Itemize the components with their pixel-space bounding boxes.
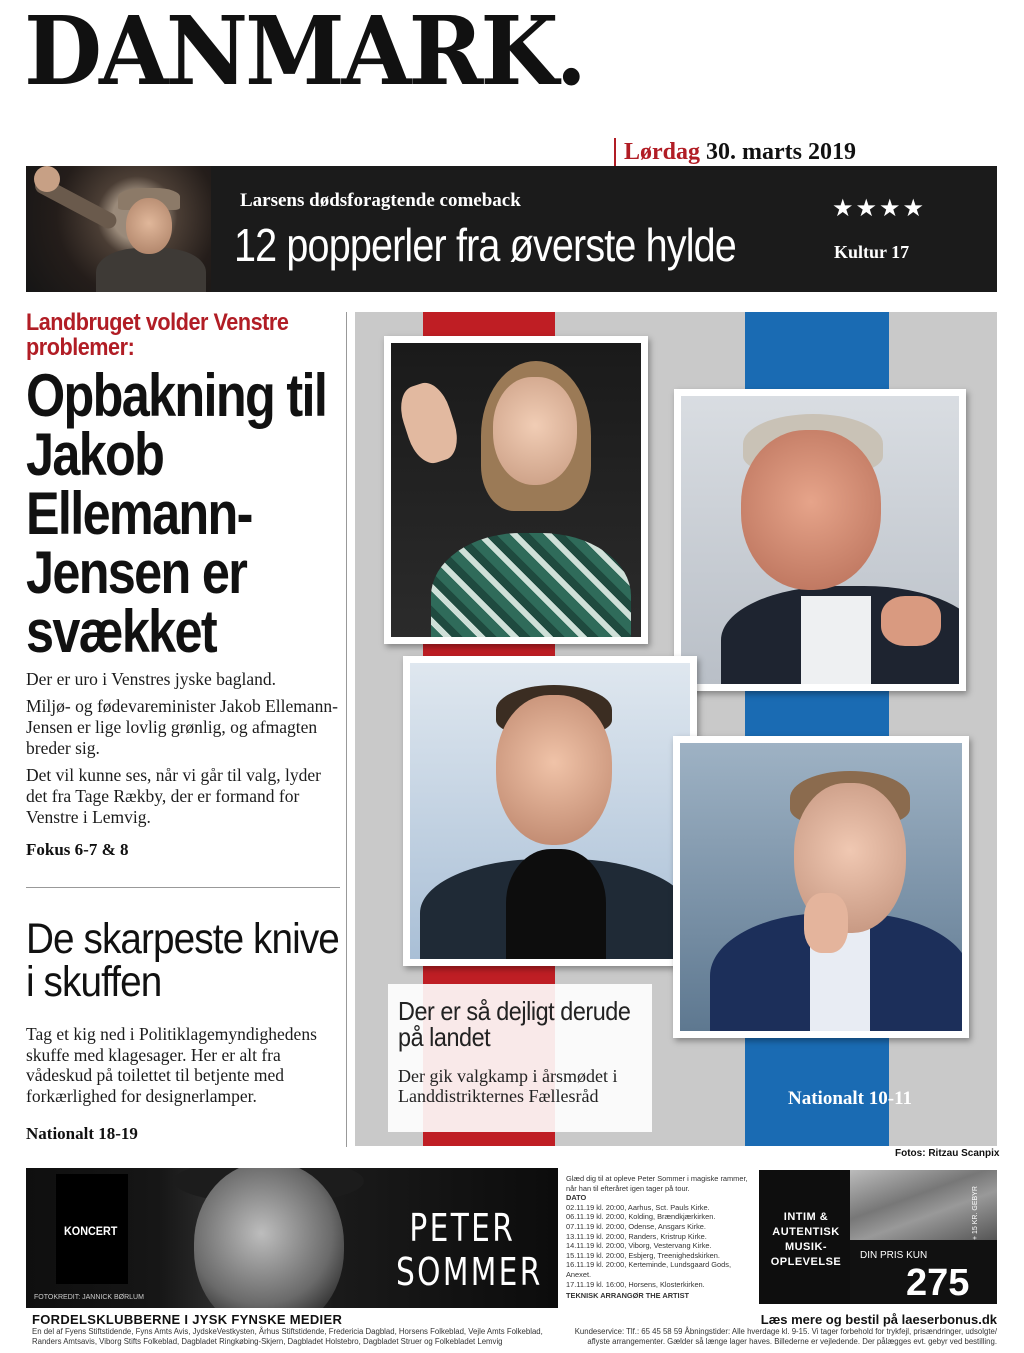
dateline bbox=[614, 138, 856, 166]
second-story[interactable] bbox=[26, 915, 342, 1144]
lead-page-ref: Fokus 6-7 & 8 bbox=[26, 840, 129, 859]
photo-caption-title: Der er så dejligt derude på landet bbox=[398, 996, 631, 1052]
rating-stars: ★★★★ bbox=[832, 196, 927, 222]
artist-name: PETER SOMMER bbox=[396, 1206, 543, 1294]
ad-date-item: 14.11.19 kl. 20:00, Viborg, Vestervang Kirke. bbox=[566, 1241, 712, 1251]
photo-credit: Fotos: Ritzau Scanpix bbox=[895, 1148, 1000, 1159]
banner-photo bbox=[26, 166, 211, 292]
price-label: DIN PRIS KUN bbox=[860, 1250, 928, 1261]
ad-photo bbox=[26, 1168, 558, 1308]
ad-date-item: 06.11.19 kl. 20:00, Kolding, Brændkjærkirken. bbox=[566, 1212, 716, 1222]
lead-kicker: Landbruget volder Venstre problemer: bbox=[26, 309, 289, 361]
politician-photo bbox=[673, 736, 969, 1038]
dateline-day: Lørdag bbox=[624, 139, 701, 165]
ad-date-item: 07.11.19 kl. 20:00, Odense, Ansgars Kirke. bbox=[566, 1221, 706, 1231]
photo-caption-box bbox=[388, 984, 652, 1132]
ad-price-box[interactable] bbox=[850, 1170, 997, 1304]
concert-advertisement[interactable] bbox=[26, 1168, 997, 1308]
price-value: 275 bbox=[906, 1262, 970, 1304]
ad-date-item: 16.11.19 kl. 20:00, Kerteminde, Lundsgaard Gods, Anexet. bbox=[566, 1260, 732, 1279]
second-story-body: Tag et kig ned i Politiklagemyndighedens skuffe med klagesager. Her er alt fra vådeskud på toilettet til betjente med forkærlighed for designerlamper. bbox=[26, 1024, 317, 1106]
second-story-page-ref: Nationalt 18-19 bbox=[26, 1124, 138, 1143]
dateline-date: 30. marts 2019 bbox=[706, 139, 856, 165]
ad-date-item: 15.11.19 kl. 20:00, Esbjerg, Treenighedskirken. bbox=[566, 1250, 720, 1260]
ad-tagline-box bbox=[759, 1170, 853, 1304]
second-story-title: De skarpeste knive i skuffen bbox=[26, 915, 339, 1006]
banner-kicker: Larsens dødsforagtende comeback bbox=[240, 190, 521, 211]
ad-date-item: 17.11.19 kl. 16:00, Horsens, Klosterkirken. bbox=[566, 1279, 705, 1289]
ad-tagline: INTIM & AUTENTISK MUSIK-OPLEVELSE bbox=[770, 1211, 842, 1268]
politician-photo bbox=[384, 336, 648, 644]
lead-headline: Opbakning til Jakob Ellemann-Jensen er svækket bbox=[26, 362, 327, 665]
ad-dates-header: DATO bbox=[566, 1193, 587, 1203]
footer-right bbox=[560, 1312, 997, 1347]
footer-title: FORDELSKLUBBERNE I JYSK FYNSKE MEDIER bbox=[32, 1312, 343, 1327]
ad-date-item: 02.11.19 kl. 20:00, Aarhus, Sct. Pauls Kirke. bbox=[566, 1202, 710, 1212]
ad-date-item: 13.11.19 kl. 20:00, Randers, Kristrup Kirke. bbox=[566, 1231, 707, 1241]
price-fee: + 15 KR. GEBYR bbox=[972, 1186, 979, 1240]
footer-papers: En del af Fyens Stiftstidende, Fyns Amts Avis, JydskeVestkysten, Århus Stiftstidende, Fredericia Dagblad, Horsens Folkeblad, Vejle Amts Folkeblad, Randers Amtsavis, Viborg Stifts Folkeblad, Dagbladet Ringkøbing-Skjern, Dagbladet Holstebro, Dagbladet Struer og Folkebladet Lemvig bbox=[32, 1327, 543, 1346]
culture-banner[interactable] bbox=[26, 166, 997, 292]
vertical-divider bbox=[346, 312, 347, 1147]
lead-story[interactable] bbox=[26, 310, 342, 860]
concert-badge: KONCERT bbox=[56, 1174, 128, 1284]
lead-paragraph: Miljø- og fødevareminister Jakob Ellemann-Jensen er lige lovlig grønlig, og afmagten breder sig. bbox=[26, 696, 339, 758]
politician-photo bbox=[674, 389, 966, 691]
column-divider bbox=[26, 887, 340, 888]
banner-section-ref: Kultur 17 bbox=[834, 242, 910, 262]
lead-paragraph: Det vil kunne ses, når vi går til valg, lyder det fra Tage Rækby, der er formand for Venstre i Lemvig. bbox=[26, 765, 321, 827]
politicians-photo-collage[interactable] bbox=[355, 312, 997, 1146]
masthead-title: DANMARK. bbox=[24, 0, 584, 107]
footer-cta-link[interactable]: Læs mere og bestil på laeserbonus.dk bbox=[760, 1312, 997, 1327]
banner-title: 12 popperler fra øverste hylde bbox=[234, 219, 736, 271]
lead-paragraph: Der er uro i Venstres jyske bagland. bbox=[26, 669, 276, 689]
politician-photo bbox=[403, 656, 697, 966]
photo-story-page-ref: Nationalt 10-11 bbox=[788, 1088, 913, 1109]
ad-intro: Glæd dig til at opleve Peter Sommer i magiske rammer, når han til efteråret igen tager på tour. bbox=[566, 1174, 748, 1193]
ad-organizer: TEKNISK ARRANGØR THE ARTIST bbox=[566, 1291, 690, 1301]
lead-body bbox=[26, 669, 342, 828]
footer-left bbox=[32, 1312, 572, 1347]
footer-service: Kundeservice: Tlf.: 65 45 58 59 Åbningstider: Alle hverdage kl. 9-15. Vi tager forbehold for trykfejl, prisændringer, udsolgte/ aflyste arrangementer. Gælder så længe lager haves. Billederne er vejledende. Der pålægges evt. gebyr ved bestilling. bbox=[574, 1327, 997, 1346]
ad-tour-info bbox=[566, 1174, 752, 1301]
photo-caption-text: Der gik valgkamp i årsmødet i Landdistrikternes Fællesråd bbox=[398, 1066, 618, 1106]
ad-photo-credit: FOTOKREDIT: JANNICK BØRLUM bbox=[34, 1294, 144, 1301]
